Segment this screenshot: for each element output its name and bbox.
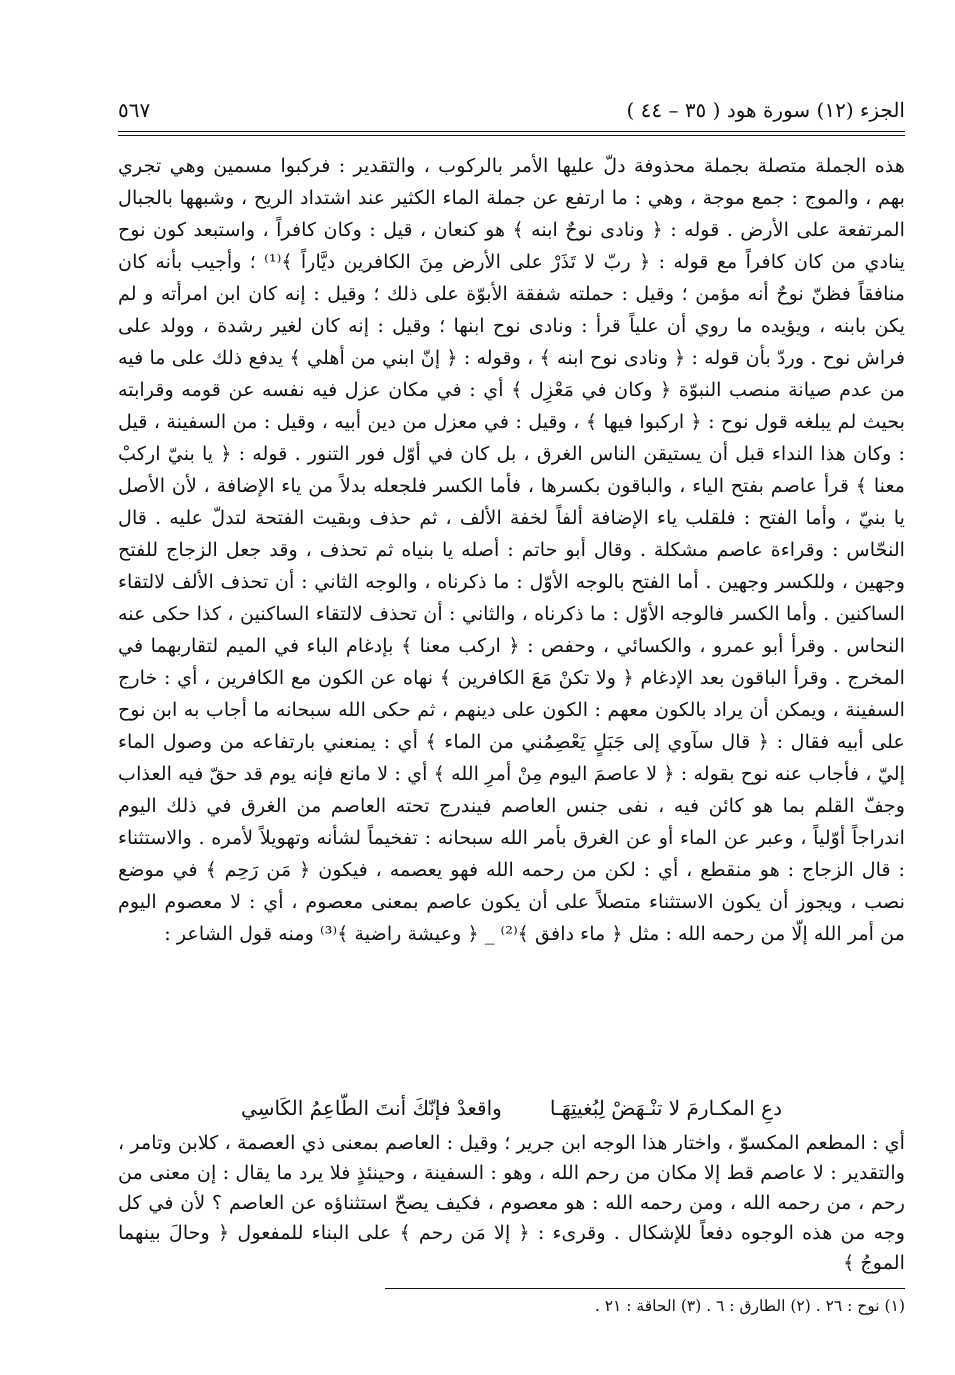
header-divider [118,131,905,132]
footnote-references: (١) نوح : ٢٦ . (٢) الطارق : ٦ . (٣) الحاقة : ٢١ . [594,1297,905,1315]
running-title: الجزء (١٢) سورة هود ( ٣٥ – ٤٤ ) [626,98,905,122]
page-number: ٥٦٧ [118,98,151,122]
footnote-divider [385,1288,905,1289]
main-text-continued [118,1128,905,1278]
page-header [118,92,905,128]
footnotes [118,1294,905,1318]
header-divider-thin [118,135,905,136]
verse-second-half: واقعدْ فإنّكَ أنتَ الطّاعِمُ الكَاسِي [241,1096,502,1120]
poetry-verse [118,1092,905,1124]
verse-first-half: دعِ المكـارمَ لا تنْـهَضْ لِبُغيتِهَـا [549,1096,782,1120]
main-text [118,150,905,950]
paragraph: هذه الجملة متصلة بجملة محذوفة دلّ عليها الأمر بالركوب ، والتقدير : فركبوا مسمين وهي تجري بهم ، والموج : جمع موجة ، وهي : ما ارتفع عن جملة الماء الكثير عند اشتداد الريح ، وشبهها بالجبال المرتفعة على الأرض . قوله : ﴿ ونادى نوحٌ ابنه ﴾ هو كنعان ، قيل : وكان كافراً ، واستبعد كون نوح ينادي من كان كافراً مع قوله : ﴿ ربّ لا تَذَرْ على الأرض مِنَ الكافرين ديَّاراً ﴾⁽¹⁾ ؛ وأجيب بأنه كان منافقاً فظنّ نوحٌ أنه مؤمن ؛ وقيل : حملته شفقة الأبوّة على ذلك ؛ وقيل : إنه كان ابن امرأته و لم يكن بابنه ، ويؤيده ما روي أن علياً قرأ : ونادى نوح ابنها ؛ وقيل : إنه كان لغير رشدة ، وولد على فراش نوح . وردّ بأن قوله : ﴿ ونادى نوح ابنه ﴾ ، وقوله : ﴿ إنّ ابني من أهلي ﴾ يدفع ذلك على ما فيه من عدم صيانة منصب النبوّة ﴿ وكان في مَعْزِل ﴾ أي : في مكان عزل فيه نفسه عن قومه وقرابته بحيث لم يبلغه قول نوح : ﴿ اركبوا فيها ﴾ ، وقيل : في معزل من دين أبيه ، وقيل : من السفينة ، قيل : وكان هذا النداء قبل أن يستيقن الناس الغرق ، بل كان في أوّل فور التنور . قوله : ﴿ يا بنيّ اركبْ معنا ﴾ قرأ عاصم بفتح الياء ، والباقون بكسرها ، فأما الكسر فلجعله بدلاً من ياء الإضافة ، لأن الأصل يا بنيّ ، وأما الفتح : فلقلب ياء الإضافة ألفاً لخفة الألف ، ثم حذف وبقيت الفتحة لتدلّ عليه . قال النحّاس : وقراءة عاصم مشكلة . وقال أبو حاتم : أصله يا بنياه ثم تحذف ، وقد جعل الزجاج للفتح وجهين ، وللكسر وجهين . أما الفتح بالوجه الأوّل : ما ذكرناه ، والوجه الثاني : أن تحذف الألف لالتقاء الساكنين . وأما الكسر فالوجه الأوّل : ما ذكرناه ، والثاني : أن تحذف لالتقاء الساكنين ، كذا حكى عنه النحاس . وقرأ أبو عمرو ، والكسائي ، وحفص : ﴿ اركب معنا ﴾ بإدغام الباء في الميم لتقاربهما في المخرج . وقرأ الباقون بعد الإدغام ﴿ ولا تكنْ مَعَ الكافرين ﴾ نهاه عن الكون مع الكافرين ، أي : خارج السفينة ، ويمكن أن يراد بالكون معهم : الكون على دينهم ، ثم حكى الله سبحانه ما أجاب به ابن نوح على أبيه فقال : ﴿ قال سآوي إلى جَبَلٍ يَعْصِمُني من الماء ﴾ أي : يمنعني بارتفاعه من وصول الماء إليّ ، فأجاب عنه نوح بقوله : ﴿ لا عاصمَ اليوم مِنْ أمرِ الله ﴾ أي : لا مانع فإنه يوم قد حقّ فيه العذاب وجفّ القلم بما هو كائن فيه ، نفى جنس العاصم فيندرج تحته العاصم من الغرق في ذلك اليوم اندراجاً أوّلياً ، وعبر عن الماء أو عن الغرق بأمر الله سبحانه : تفخيماً لشأنه وتهويلاً لأمره . والاستثناء : قال الزجاج : هو منقطع ، أي : لكن من رحمه الله فهو يعصمه ، فيكون ﴿ مَن رَحِم ﴾ في موضع نصب ، ويجوز أن يكون الاستثناء متصلاً على أن يكون عاصم بمعنى معصوم ، أي : لا معصوم اليوم من أمر الله إلّا من رحمه الله : مثل ﴿ ماء دافق ﴾⁽²⁾ _ ﴿ وعيشة راضية ﴾⁽³⁾ ومنه قول الشاعر : [118,154,905,945]
paragraph: أي : المطعم المكسوّ ، واختار هذا الوجه ابن جرير ؛ وقيل : العاصم بمعنى ذي العصمة ، كلابن وتامر ، والتقدير : لا عاصم قط إلا مكان من رحم الله ، وهو : السفينة ، وحينئذٍ فلا يرد ما يقال : إن معنى من رحم ، من رحمه الله ، ومن رحمه الله : هو معصوم ، فكيف يصحّ استثناؤه عن العاصم ؟ لأن في كل وجه من هذه الوجوه دفعاً للإشكال . وقرىء : ﴿ إلا مَن رحم ﴾ على البناء للمفعول ﴿ وحالَ بينهما الموجُ ﴾ [118,1131,905,1274]
